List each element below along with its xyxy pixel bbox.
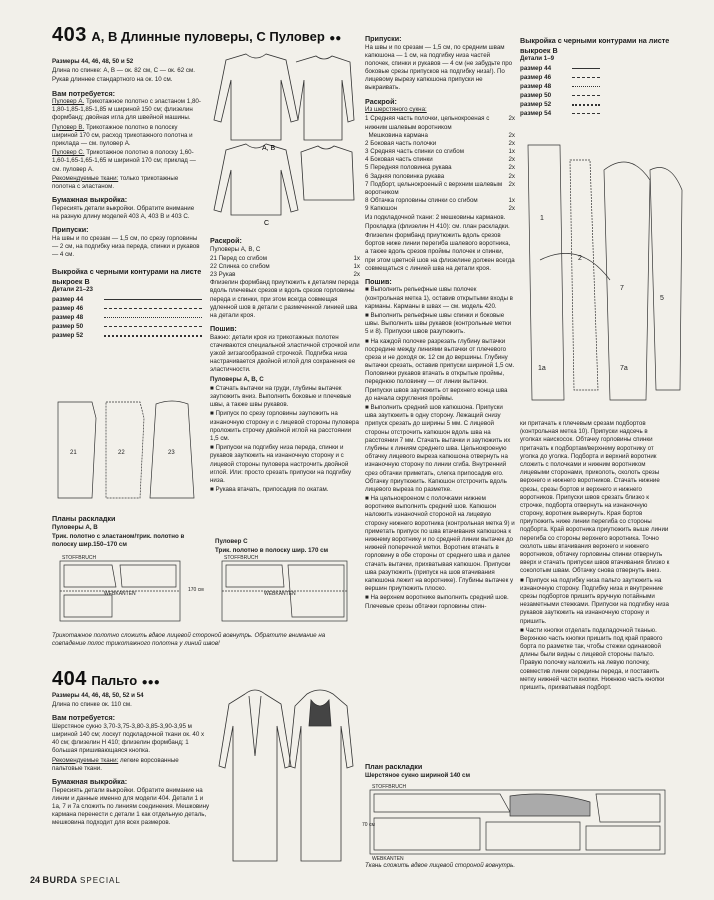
sewing-step: ■ Припуски на подгибку низа переда, спинки и рукавов заутюжить на изнаночную сторону и с лицевой стороны пуловера настрочить двойной иглой. Или: просто срезать припуски на подгибку низа. xyxy=(210,444,360,485)
material-c: Пуловер С. Трикотажное полотно в полоску 1,60-1,60-1,65-1,65-1,65 м шириной 170 см; приклад — см. пуловер А. xyxy=(52,149,196,173)
cutting-list xyxy=(210,255,360,280)
list-item: 23 Рукав 2x xyxy=(210,271,360,279)
difficulty-dots: ●● xyxy=(329,33,342,44)
model-404-column xyxy=(52,692,210,828)
fabric-recommendation: Рекомендуемые ткани: только трикотажные полотна с эластаном. xyxy=(52,174,179,190)
cutting-plan-ab-fabric: Трик. полотно с эластаном/трик. полотно в полоску шир.150–170 см xyxy=(52,532,185,548)
selvage-label: WEBKANTEN xyxy=(104,591,136,597)
cutting-plan-diagram-403 xyxy=(52,553,352,628)
model-403-column xyxy=(52,58,202,340)
page-footer xyxy=(30,875,121,885)
pattern-sheet-404 xyxy=(520,32,670,118)
model-number: 403 xyxy=(52,24,87,46)
size-label: размер 54 xyxy=(520,109,552,117)
svg-text:5: 5 xyxy=(660,295,664,302)
cutting-plan-diagram-404 xyxy=(360,782,670,862)
plan-fabric: Шерстяное сукно шириной 140 см xyxy=(365,771,471,779)
size-label: размер 52 xyxy=(52,331,84,339)
list-item: 5 Передняя половинка рукава 2x xyxy=(365,164,515,172)
materials-heading: Вам потребуется: xyxy=(52,713,116,723)
list-item: 2 Боковая часть полочки 2x xyxy=(365,139,515,147)
model-403-cutting-column xyxy=(210,232,360,495)
list-item: 21 Перед со сгибом 1x xyxy=(210,254,360,262)
list-item: 3 Средняя часть спинки со сгибом 1x xyxy=(365,148,515,156)
interlining-text: Прокладка (флизелин Н 410): см. план раскладки. xyxy=(365,222,510,230)
model-title-text: Пальто xyxy=(91,673,138,688)
cutting-heading: Раскрой: xyxy=(365,96,397,106)
list-item: 4 Боковая часть спинки 2x xyxy=(365,156,515,164)
cutting-plan-404 xyxy=(365,758,665,781)
size-legend xyxy=(52,295,202,340)
sizes-line: Размеры 44, 46, 48, 50 и 52 xyxy=(52,58,134,65)
paragraph: ■ Припуск на подгибку низа пальто заутюжить на изнаночную сторону. Подгибку низа и внутренние срезы подбортов пришить вручную потайными незаметными стежками. Припуски на подгибку низа рукавов заутюжить на изнаночную сторону и пришить. xyxy=(520,577,670,626)
svg-text:7a: 7a xyxy=(620,365,628,372)
fabric-recommendation: Рекомендуемые ткани: легкие ворсованные пальтовые ткани. xyxy=(52,756,179,772)
lining-text: Из подкладочной ткани: 2 мешковины карманов. xyxy=(365,213,506,221)
selvage-label: WEBKANTEN xyxy=(372,856,404,862)
svg-text:1: 1 xyxy=(540,215,544,222)
sewing-intro: Важно: детали кроя из трикотажных полотен стачиваются специальной эластичной строчкой или узкой зигзагообразной строчкой. Подгибка низа настрачивается двойной иглой для сохранения ее эластичности. xyxy=(210,333,360,374)
sketch-label-ab: А, В xyxy=(262,145,276,152)
sewing-step: ■ Стачать вытачки на груди, глубины вытачек заутюжить вниз. Выполнить боковые и плечевые швы, а также швы рукавов. xyxy=(210,385,360,410)
fold-label: STOFFBRUCH xyxy=(224,555,259,561)
brand-name: BURDA xyxy=(42,875,78,885)
svg-text:23: 23 xyxy=(168,450,175,456)
size-label: размер 44 xyxy=(52,295,84,303)
size-label: размер 52 xyxy=(520,100,552,108)
sizes-line: Размеры 44, 46, 48, 50, 52 и 54 xyxy=(52,692,144,699)
cutting-sub: Пуловеры А, В, С xyxy=(210,245,261,253)
pattern-sheet-title: Выкройка с черными контурами на листе выкроек В xyxy=(520,36,670,55)
allowance-heading: Припуски: xyxy=(52,225,89,234)
allowance-text: На швы и по срезам — 1,5 см, по средним швам капюшона — 1 см, на подгибку низа частей полочек, спинки и рукавов — 4 см (не забудьте про боковые срезы припусков на подгибку низа!). По лицевому вырезу капюшона припуски не выкраивать. xyxy=(365,43,513,92)
sewing-step: ■ Выполнить рельефные швы спинки и боковые швы. Выполнить швы рукавов (контрольные метки 5 и 8). Припуски швов разутюжить. xyxy=(365,312,515,337)
list-item: Мешковина кармана 2x xyxy=(368,131,515,139)
pattern-text: Пересиять детали выкройки. Обратите внимание на разную длину моделей 403 А, 403 В и 403 С. xyxy=(52,204,195,220)
model-403-title xyxy=(52,24,341,47)
length-line: Длина по спинке ок. 110 см. xyxy=(52,701,132,709)
size-label: размер 50 xyxy=(520,91,552,99)
pattern-pieces-403 xyxy=(52,398,202,503)
sewing-step: ■ Припуск по срезу горловины заутюжить на изнаночную сторону и с лицевой стороны пуловера проложить строчку двойной иглой на расстоянии 1,5 см. xyxy=(210,410,360,443)
model-title-text: А, В Длинные пуловеры, С Пуловер xyxy=(91,29,325,44)
plan-note: Ткань сложить вдвое лицевой стороной вовнутрь. xyxy=(365,862,516,869)
materials-heading: Вам потребуется: xyxy=(52,88,116,98)
flizelin-text: Флизелин формбанд приутюжить к деталям переда вдоль плечевых срезов и вдоль срезов горловины переда и спинки, при этом всегда совмещая удленной шов в детали с размеченной линией шва на детали кроя. xyxy=(210,279,359,319)
allowance-heading: Припуски: xyxy=(365,34,402,43)
cutting-plan-note: Трикотажное полотно сложить вдвое лицевой стороной вовнутрь. Обратите внимание на совпадение полос трикотажного полотна у линий швов! xyxy=(52,632,326,648)
model-404-title xyxy=(52,668,160,691)
list-item: 8 Обтачка горловины спинки со сгибом 1x xyxy=(365,197,515,205)
pattern-heading: Бумажная выкройка: xyxy=(52,777,128,786)
svg-text:2: 2 xyxy=(578,255,582,262)
cutting-heading: Раскрой: xyxy=(210,236,242,245)
dim-label: 170 см xyxy=(188,587,204,593)
sewing-step: ■ На цельнокроеном с полочками нижнем воротнике выполнить средний шов. Капюшон наложить изнаночной стороной на лицевую сторону нижнего воротника (контрольная метка 9) и приметать припуск по шва втачивания капюшона к нижнему воротнику и по средней линии вытачек до нижней поперечной метки. Воротник втачать в горловину в обе стороны от среднего шва и далее стачать вытачки, прихватывая капюшон. Припуски шва разутюжить (припуск на шов втачивания капюшона лежит на воротнике). Глубины вытачек у вершин приутюжить плоско. xyxy=(365,495,515,593)
page-number: 24 xyxy=(30,875,41,885)
cutting-plan-c-title: Пуловер С xyxy=(215,538,248,545)
model-number: 404 xyxy=(52,668,87,690)
sewing-step: ■ Выполнить рельефные швы полочек (контрольная метка 1), оставив открытыми входы в карманы. Карманы в швах — см. модель 420. xyxy=(365,286,515,311)
sewing-step: ■ Выполнить средний шов капюшона. Припуски шва заутюжить в одну сторону. Лежащий снизу припуск срезать до ширины 5 мм. С лицевой стороны отстрочить капюшон вдоль шва на расстоянии 7 мм. Стачать вытачки и заутюжить их глубины к линиям среднего шва. Цельнокроеную обтачку лицевого выреза капюшона отвернуть на изнаночную сторону по линии сгиба. Внутренний срез обтачки приметать, слегка припосадив его. Обтачку приутюжить. Капюшон отстрочить вдоль лицевого выреза по разметке. xyxy=(365,404,515,494)
sleeve-line: Рукав длиннее стандартного на ок. 10 см. xyxy=(52,76,173,84)
selvage-label: WEBKANTEN xyxy=(264,591,296,597)
pattern-heading: Бумажная выкройка: xyxy=(52,195,128,205)
pattern-sheet-parts: Детали 1–9 xyxy=(520,55,555,62)
list-item: 6 Задняя половинка рукава 2x xyxy=(365,172,515,180)
pattern-sheet-title: Выкройка с черными контурами на листе выкроек В xyxy=(52,267,202,286)
sewing-sub: Пуловеры А, В, С xyxy=(210,375,264,383)
materials-text: Шерстяное сукно 3,70-3,75-3,80-3,85-3,90-3,95 м шириной 140 см; лоскут подкладочной ткани ок. 40 x 40 см; флизелин Н 410; флизелин формбанд; 1 большая пришивающаяся кнопка. xyxy=(52,722,205,755)
sketch-label-c: С xyxy=(264,220,270,227)
cutting-plans-title: Планы раскладки xyxy=(52,514,116,523)
material-a: Пуловер А. Трикотажное полотно с эластаном 1,80-1,80-1,85-1,85-1,85 м шириной 150 см; флизелин формбанд; двойная игла для швейной машины. xyxy=(52,98,201,122)
sewing-step: ■ На верхнем воротнике выполнить средний шов. Плечевые срезы обтачки горловины спин- xyxy=(365,594,515,610)
paragraph: ■ Части кнопки отделать подкладочной тканью. Верхнюю часть кнопки пришить под край правого борта по разметке так, чтобы стежки одинаковой длины были видны с лицевой стороны пальто. Правую полочку наложить на левую полочку, совместив линии середины переда, и поставить метку нижней части кнопки. Нижнюю часть кнопки пришить, прихватывая подборт. xyxy=(520,627,670,693)
size-label: размер 46 xyxy=(52,304,84,312)
list-item: 22 Спинка со сгибом 1x xyxy=(210,262,360,270)
sewing-step: ■ На каждой полочке разрезать глубину вытачки посредине между линиями вытачки от плечевого среза и не доходя ок. 12 см до вершины. Глубину вытачки срезать, оставив припуски шириной 1,5 см. Половинки рукавов втачать в открытые проймы, переднюю половинку — от линии вытачки. Припуски швов заутюжить от верхнего конца шва до начала скругления проймы. xyxy=(365,338,515,404)
size-label: размер 50 xyxy=(52,322,84,330)
svg-text:22: 22 xyxy=(118,450,125,456)
dim-label: 70 см xyxy=(362,822,375,828)
svg-text:7: 7 xyxy=(620,285,624,292)
model-404-cutting-column xyxy=(365,30,515,612)
sewing-heading: Пошив: xyxy=(365,276,392,286)
pattern-pieces-404 xyxy=(520,140,690,410)
material-b: Пуловер В. Трикотажное полотно в полоску шириной 170 см, расход трикотажного полотна и прикладa — см. пуловер А. xyxy=(52,123,193,147)
paragraph: ки притачать к плечевым срезам подбортов (контрольная метка 10). Припуски надсечь в уголках наискосок. Обтачку горловины спинки притачать к подбортам/верхнему воротнику от уголка до уголка. Подборта и верхний воротник сложить с полочками и нижним воротником лицевыми сторонами, приколоть, сколоть срезы верхнего и нижнего воротников. Стачать нижние срезы, срезы бортов и верхнего и нижнего воротников. Припуски швов срезать близко к строчке, подборта отвернуть на изнаночную сторону, воротник вывернуть. Края бортов приутюжить ниже линии перегиба со стороны подборта. Край воротника приутюжить выше линии перегиба со стороны верхнего воротника. Точно сколоть швы втачивания верхнего и нижнего воротников, обтачку горловины спинки отвернуть вверх и стачать припуски швов втачивания близко к соколотым швам. Обтачку снова отвернуть вниз. xyxy=(520,420,670,575)
size-label: размер 48 xyxy=(520,82,552,90)
size-label: размер 48 xyxy=(52,313,84,321)
size-label: размер 46 xyxy=(520,73,552,81)
size-label: размер 44 xyxy=(520,64,552,72)
size-legend xyxy=(520,64,600,118)
length-line: Длина по спинке: А, В — ок. 82 см, С — ок. 62 см. xyxy=(52,67,195,75)
fold-label: STOFFBRUCH xyxy=(372,784,407,790)
model-404-continuation xyxy=(520,420,670,693)
fold-label: STOFFBRUCH xyxy=(62,555,97,561)
list-item: 9 Капюшон 2x xyxy=(365,205,515,213)
plan-title: План раскладки xyxy=(365,762,423,771)
cutting-list xyxy=(365,115,515,213)
cutting-plan-c-fabric: Трик. полотно в полоску шир. 170 см xyxy=(215,547,329,555)
pattern-sheet-parts: Детали 21–23 xyxy=(52,286,93,294)
allowance-text: На швы и по срезам — 1,5 см, по срезу горловины — 2 см, на подгибку низа переда, спинки и рукавов — 4 см. xyxy=(52,234,200,258)
svg-text:21: 21 xyxy=(70,450,77,456)
cutting-sub: Из шерстяного сукна: xyxy=(365,106,427,114)
coat-sketches xyxy=(215,686,355,868)
difficulty-dots: ●●● xyxy=(141,677,160,688)
pattern-text: Пересиять детали выкройки. Обратите внимание на линии и данные именно для модели 404. Детали 1 и 1а, 7 и 7а сложить по линиям соединения. Мешковину кармана перенести с детали 1 как отдельную деталь, мешковина подходит для всех размеров. xyxy=(52,786,210,827)
sewing-step: ■ Рукава втачать, припосадив по окатам. xyxy=(210,486,360,494)
flizelin-text: Флизелин формбанд приутюжить вдоль срезов бортов ниже линии перегиба шалевого воротника, а также вдоль срезов проймы полочек и спинки, при этом цветной шов на флизелине должен всегда совмещаться с линией шва на детали кроя. xyxy=(365,231,515,272)
list-item: 7 Подборт, цельнокроеный с верхним шалевым воротником 2x xyxy=(365,180,515,196)
sewing-heading: Пошив: xyxy=(210,324,237,334)
svg-text:1a: 1a xyxy=(538,365,546,372)
pullover-sketches xyxy=(206,50,356,230)
cutting-plan-ab-title: Пуловеры А, В xyxy=(52,523,98,531)
list-item: 1 Средняя часть полочки, цельнокроеная с нижним шалевым воротником 2x xyxy=(365,115,515,131)
brand-sub: SPECIAL xyxy=(80,876,121,885)
